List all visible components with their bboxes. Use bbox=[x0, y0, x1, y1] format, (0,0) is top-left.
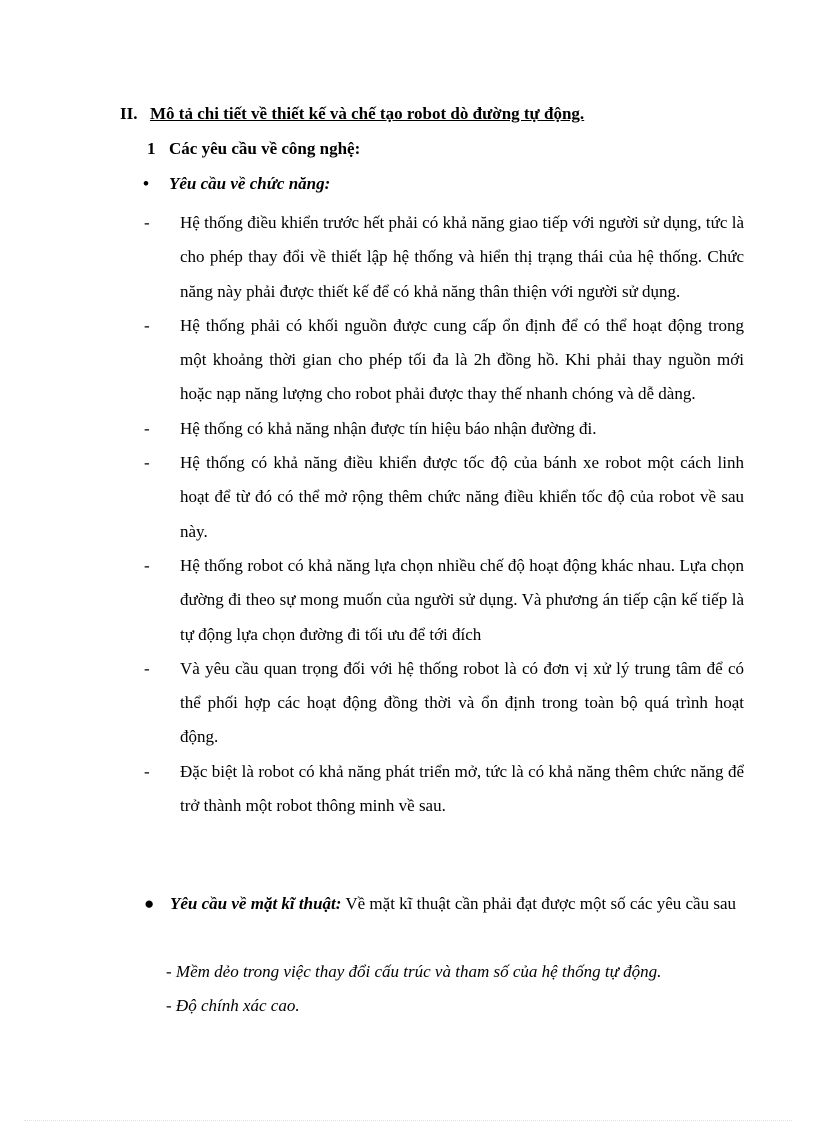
functional-requirements-list bbox=[144, 206, 744, 823]
dash-marker: - bbox=[144, 418, 150, 438]
list-item-text: Đặc biệt là robot có khả năng phát triển mở, tức là có khả năng thêm chức năng để trở thành một robot thông minh về sau. bbox=[180, 761, 744, 816]
subsection-number: 1 bbox=[147, 139, 156, 158]
technical-requirements-paragraph bbox=[144, 887, 744, 921]
functional-heading-text: Yêu cầu về chức năng: bbox=[169, 174, 331, 193]
subsection-title: Các yêu cầu về công nghệ: bbox=[169, 139, 361, 158]
dash-marker: - bbox=[144, 658, 150, 678]
technical-item-precision: - Độ chính xác cao. bbox=[166, 996, 300, 1015]
list-item-text: Hệ thống có khả năng điều khiển được tốc độ của bánh xe robot một cách linh hoạt để từ đó có thể mở rộng thêm chức năng điều khiển tốc độ của robot về sau này. bbox=[180, 453, 744, 541]
list-item-text: Hệ thống điều khiển trước hết phải có khả năng giao tiếp với người sử dụng, tức là cho phép thay đổi về thiết lập hệ thống và hiển thị trạng thái của hệ thống. Chức năng này phải được thiết kế để có khả năng thân thiện với người sử dụng. bbox=[180, 213, 744, 301]
section-number: II. bbox=[120, 104, 138, 123]
list-item-text: Hệ thống phải có khối nguồn được cung cấp ổn định để có thể hoạt động trong một khoảng thời gian cho phép tối đa là 2h đồng hồ. Khi phải thay nguồn mới hoặc nạp năng lượng cho robot phải được thay thế nhanh chóng và dễ dàng. bbox=[180, 315, 744, 404]
list-item bbox=[144, 412, 744, 446]
functional-requirements-heading bbox=[143, 174, 330, 194]
list-item bbox=[144, 755, 744, 824]
list-item-text: Hệ thống robot có khả năng lựa chọn nhiều chế độ hoạt động khác nhau. Lựa chọn đường đi theo sự mong muốn của người sử dụng. Và phương án tiếp cận kế tiếp là tự động lựa chọn đường đi tối ưu để tới đích bbox=[180, 555, 744, 644]
section-title: Mô tả chi tiết về thiết kế và chế tạo robot dò đường tự động. bbox=[150, 104, 585, 123]
list-item bbox=[144, 446, 744, 549]
list-item-text: Và yêu cầu quan trọng đối với hệ thống robot là có đơn vị xử lý trung tâm để có thể phối hợp các hoạt động đồng thời và ổn định trong toàn bộ quá trình hoạt động. bbox=[180, 658, 744, 747]
dash-marker: - bbox=[144, 555, 150, 575]
dash-marker: - bbox=[144, 761, 150, 781]
technical-heading-text: Yêu cầu về mặt kĩ thuật: bbox=[170, 894, 342, 913]
dash-marker: - bbox=[144, 315, 150, 335]
technical-item-flexibility: - Mềm dẻo trong việc thay đổi cấu trúc và tham số của hệ thống tự động. bbox=[166, 962, 662, 981]
section-heading bbox=[120, 104, 584, 124]
bullet-icon: • bbox=[143, 174, 149, 193]
list-item bbox=[144, 549, 744, 652]
dash-marker: - bbox=[144, 453, 150, 473]
dash-marker: - bbox=[144, 213, 150, 232]
subsection-heading bbox=[147, 139, 360, 159]
bullet-icon: ● bbox=[144, 894, 155, 913]
list-item bbox=[144, 652, 744, 755]
list-item-text: Hệ thống có khả năng nhận được tín hiệu báo nhận đường đi. bbox=[180, 418, 597, 438]
list-item bbox=[144, 309, 744, 412]
technical-intro-text: Về mặt kĩ thuật cần phải đạt được một số các yêu cầu sau bbox=[341, 894, 737, 913]
page-bottom-divider bbox=[24, 1120, 792, 1121]
list-item bbox=[144, 206, 744, 309]
